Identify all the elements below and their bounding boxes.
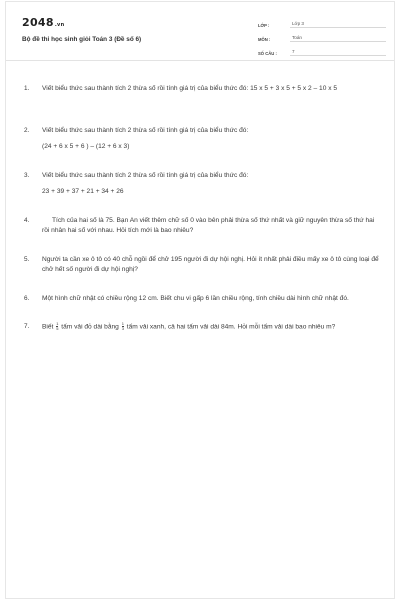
meta-row-subject	[258, 29, 386, 42]
question-text: Viết biểu thức sau thành tích 2 thừa số rồi tính giá trị của biểu thức đó:	[42, 126, 249, 134]
meta-label-count: SỐ CÂU :	[258, 51, 277, 56]
worksheet-header	[6, 2, 394, 61]
question-text: Một hình chữ nhật có chiều rộng 12 cm. Biết chu vi gấp 6 lần chiều rộng, tính chiều dài hình chữ nhật đó.	[42, 294, 349, 302]
meta-row-class	[258, 15, 386, 28]
fraction-denominator: 3	[121, 326, 124, 331]
question-text	[42, 322, 380, 333]
question-number: 7.	[24, 323, 30, 330]
meta-info	[258, 15, 386, 57]
question-item	[6, 255, 394, 276]
meta-label-subject: MÔN :	[258, 37, 271, 42]
meta-value-class: Lớp 3	[290, 21, 386, 28]
question-text: Viết biểu thức sau thành tích 2 thừa số rồi tính giá trị của biểu thức đó:	[42, 171, 249, 179]
question-number: 1.	[24, 85, 30, 92]
meta-value-subject: Toán	[290, 35, 386, 42]
meta-label-class: LỚP :	[258, 23, 270, 28]
fraction-denominator: 5	[56, 326, 59, 331]
question-item	[6, 171, 394, 198]
question-body	[42, 171, 380, 198]
fraction-numerator: 1	[56, 321, 59, 326]
question-expression: (24 + 6 x 5 + 6 ) – (12 + 6 x 3)	[42, 143, 130, 150]
meta-value-count: 7	[290, 49, 386, 56]
worksheet-page	[5, 1, 395, 599]
question-expression: 23 + 39 + 37 + 21 + 34 + 26	[42, 188, 124, 195]
question-number: 4.	[24, 216, 30, 224]
document-title: Bộ đề thi học sinh giỏi Toán 3 (Đề số 6)	[22, 36, 142, 43]
question-text-part: tấm vải xanh, cả hai tấm vải dài 84m. Hỏi mỗi tấm vải dài bao nhiêu m?	[126, 323, 336, 331]
question-number: 6.	[24, 294, 30, 302]
question-text-part: Biết	[42, 323, 54, 331]
question-item	[6, 126, 394, 153]
question-text: Tích của hai số là 75. Bạn An viết thêm chữ số 0 vào bên phải thừa số thứ nhất và giữ nguyên thừa số thứ hai rồi nhân hai số với nhau. Hỏi tích mới là bao nhiêu?	[42, 216, 375, 234]
fraction-numerator: 1	[121, 321, 124, 326]
site-logo[interactable]	[22, 16, 64, 29]
fraction-one-fifth	[56, 322, 58, 331]
question-number: 5.	[24, 255, 30, 263]
question-text: Viết biểu thức sau thành tích 2 thừa số rồi tính giá trị của biểu thức đó: 15 x 5 + 3 x 5 + 5 x 2 – 10 x 5	[42, 85, 337, 92]
logo-main: 2048	[22, 16, 54, 29]
meta-row-count	[258, 43, 386, 56]
fraction-one-third	[122, 322, 124, 331]
question-list	[6, 60, 394, 333]
question-item	[6, 84, 394, 95]
question-item	[6, 322, 394, 333]
question-text: Người ta cần xe ô tô có 40 chỗ ngồi để chở 195 người đi dự hội nghị. Hỏi ít nhất phải điều mấy xe ô tô cùng loại để chở hết số người đi dự hội nghị?	[42, 255, 379, 273]
question-text-part: tấm vải đỏ dài bằng	[61, 323, 119, 331]
question-item	[6, 216, 394, 237]
question-item	[6, 294, 394, 305]
question-number: 3.	[24, 171, 30, 179]
question-number: 2.	[24, 126, 30, 134]
question-body	[42, 126, 380, 153]
logo-tld: .vn	[54, 22, 65, 28]
